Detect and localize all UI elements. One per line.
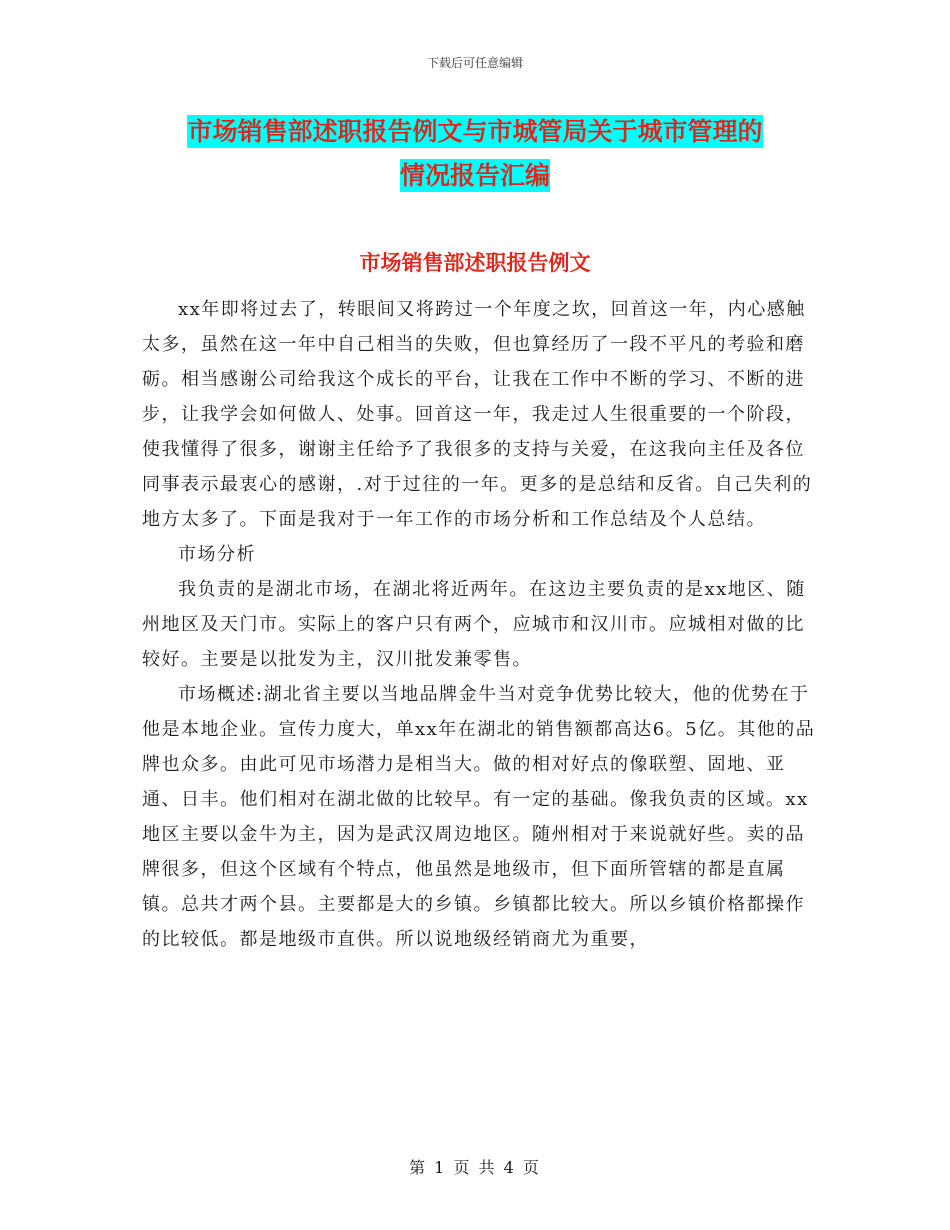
- paragraph: xx年即将过去了，转眼间又将跨过一个年度之坎，回首这一年，内心感触太多，虽然在这一年中自己相当的失败，但也算经历了一段不平凡的考验和磨砺。相当感谢公司给我这个成长的平台，让我在工作中不断的学习、不断的进步，让我学会如何做人、处事。回首这一年，我走过人生很重要的一个阶段，使我懂得了很多，谢谢主任给予了我很多的支持与关爱，在这我向主任及各位同事表示最衷心的感谢，.对于过往的一年。更多的是总结和反省。自己失利的地方太多了。下面是我对于一年工作的市场分析和工作总结及个人总结。: [142, 299, 813, 530]
- paragraph: 市场分析: [178, 544, 256, 565]
- paragraph: 市场概述:湖北省主要以当地品牌金牛当对竞争优势比较大，他的优势在于他是本地企业。宣传力度大，单xx年在湖北的销售额都高达6。5亿。其他的品牌也众多。由此可见市场潜力是相当大。做的相对好点的像联塑、固地、亚通、日丰。他们相对在湖北做的比较早。有一定的基础。像我负责的区域。xx地区主要以金牛为主，因为是武汉周边地区。随州相对于来说就好些。卖的品牌很多，但这个区域有个特点，他虽然是地级市，但下面所管辖的都是直属镇。总共才两个县。主要都是大的乡镇。乡镇都比较大。所以乡镇价格都操作的比较低。都是地级市直供。所以说地级经销商尤为重要，: [142, 684, 816, 950]
- paragraph: 我负责的是湖北市场，在湖北将近两年。在这边主要负责的是xx地区、随州地区及天门市。实际上的客户只有两个，应城市和汉川市。应城相对做的比较好。主要是以批发为主，汉川批发兼零售。: [142, 579, 806, 670]
- document-title: [0, 110, 950, 198]
- page-footer: 第 1 页 共 4 页: [409, 1158, 541, 1177]
- document-title-line-1: 市场销售部述职报告例文与市城管局关于城市管理的: [187, 117, 763, 146]
- document-title-line-2: 情况报告汇编: [399, 161, 550, 190]
- page-header-note: 下载后可任意编辑: [426, 56, 523, 70]
- section-title: 市场销售部述职报告例文: [359, 251, 591, 275]
- document-body: [142, 292, 822, 957]
